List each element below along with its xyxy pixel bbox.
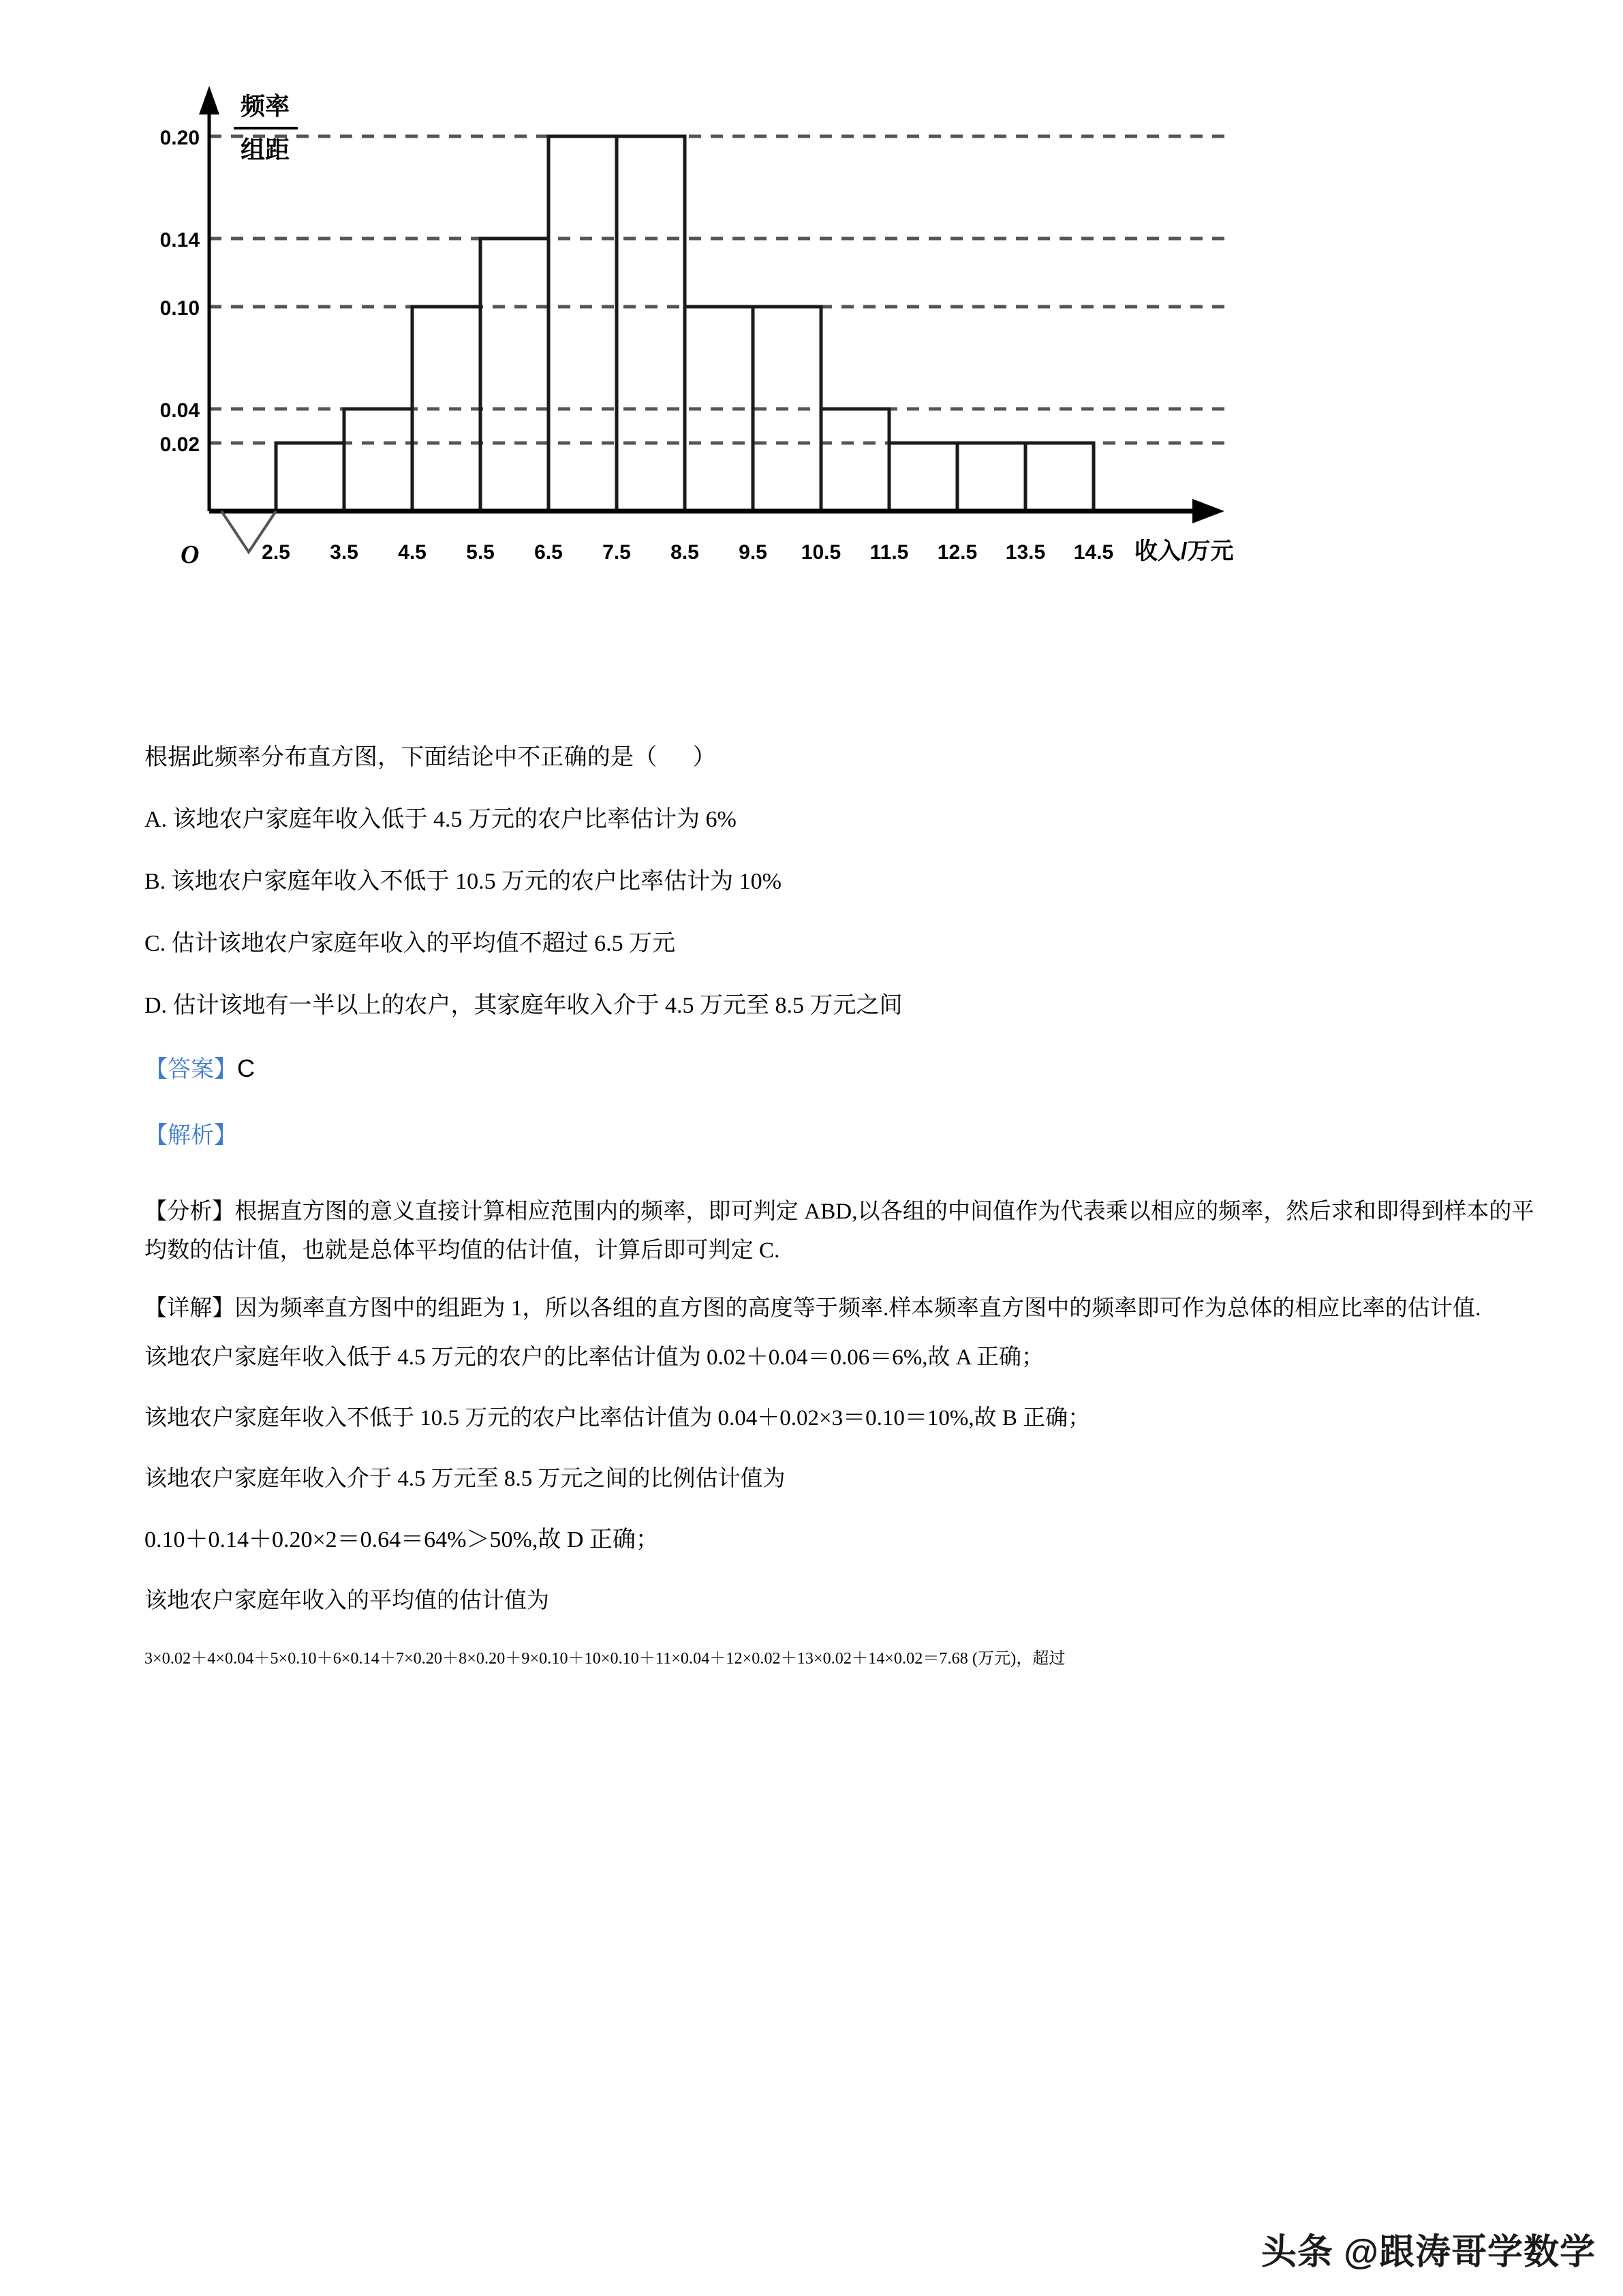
mean-formula: 3×0.02＋4×0.04＋5×0.10＋6×0.14＋7×0.20＋8×0.20＋9×0.10＋10×0.10＋11×0.04＋12×0.02＋13×0.02＋14×0.02＝7.68 (万元)，超过 <box>144 1650 1066 1668</box>
answer-row <box>144 1056 1548 1082</box>
x-tick-labels <box>262 541 1113 564</box>
x-tick-label-2: 4.5 <box>398 541 427 564</box>
option-a[interactable]: A. 该地农户家庭年收入低于 4.5 万元的农户比率估计为 6% <box>144 807 737 832</box>
y-tick-label-0: 0.02 <box>159 433 200 456</box>
question-stem: 根据此频率分布直方图，下面结论中不正确的是（ ） <box>144 745 716 770</box>
x-tick-label-0: 2.5 <box>262 541 290 564</box>
frequency-histogram-figure <box>153 82 1352 647</box>
y-tick-labels <box>160 127 200 456</box>
xiangjie-text: 因为频率直方图中的组距为 1，所以各组的直方图的高度等于频率.样本频率直方图中的频率即可作为总体的相应比率的估计值. <box>234 1296 1481 1321</box>
bar-2.5-3.5 <box>276 443 344 511</box>
option-c[interactable]: C. 估计该地农户家庭年收入的平均值不超过 6.5 万元 <box>144 931 676 956</box>
solution-step-5: 该地农户家庭年收入的平均值的估计值为 <box>144 1589 549 1614</box>
answer-tag: 【答案】 <box>144 1056 237 1082</box>
option-d[interactable]: D. 估计该地有一半以上的农户，其家庭年收入介于 4.5 万元至 8.5 万元之间 <box>144 993 903 1018</box>
fenxi-text: 根据直方图的意义直接计算相应范围内的频率，即可判定 ABD,以各组的中间值作为代表乘以相应的频率，然后求和即得到样本的平均数的估计值，也就是总体平均值的估计值，计算后即可判定 C. <box>144 1199 1534 1263</box>
bar-11.5-12.5 <box>889 443 957 511</box>
solution-step-2: 该地农户家庭年收入不低于 10.5 万元的农户比率估计值为 0.04＋0.02×3＝0.10＝10%,故 B 正确； <box>144 1406 1091 1431</box>
y-axis-arrow-icon <box>199 86 219 114</box>
bar-7.5-8.5 <box>617 136 685 511</box>
analysis-fenxi-paragraph <box>144 1193 1548 1270</box>
gridlines <box>209 136 1230 443</box>
x-tick-label-8: 10.5 <box>801 541 841 564</box>
bar-6.5-7.5 <box>548 136 617 511</box>
x-tick-label-4: 6.5 <box>534 541 563 564</box>
x-tick-label-10: 12.5 <box>937 541 978 564</box>
x-tick-label-9: 11.5 <box>869 541 909 564</box>
x-axis <box>209 499 1224 523</box>
x-tick-label-7: 9.5 <box>739 541 767 564</box>
bar-12.5-13.5 <box>957 443 1025 511</box>
x-tick-label-11: 13.5 <box>1005 541 1046 564</box>
y-axis-label-group <box>234 92 298 164</box>
x-axis-arrow-icon <box>1192 499 1224 523</box>
watermark-text: 头条 @跟涛哥学数学 <box>1261 2233 1596 2272</box>
bar-3.5-4.5 <box>344 409 412 511</box>
y-axis-label-denominator: 组距 <box>241 136 290 164</box>
bar-13.5-14.5 <box>1025 443 1094 511</box>
solution-step-4-formula: 0.10＋0.14＋0.20×2＝0.64＝64%＞50%,故 D 正确； <box>144 1527 659 1553</box>
y-tick-label-1: 0.04 <box>159 399 200 422</box>
x-tick-label-3: 5.5 <box>466 541 495 564</box>
histogram-svg <box>153 82 1352 647</box>
x-tick-label-12: 14.5 <box>1073 541 1114 564</box>
question-document <box>144 746 1548 1694</box>
solution-step-1: 该地农户家庭年收入低于 4.5 万元的农户的比率估计值为 0.02＋0.04＝0.06＝6%,故 A 正确； <box>144 1345 1044 1371</box>
bar-4.5-5.5 <box>412 307 480 511</box>
xiangjie-label: 【详解】 <box>144 1296 235 1321</box>
y-tick-label-2: 0.10 <box>159 297 200 320</box>
x-tick-label-6: 8.5 <box>670 541 699 564</box>
analysis-header-row <box>144 1124 1548 1148</box>
bar-10.5-11.5 <box>821 409 889 511</box>
histogram-bars <box>276 136 1094 511</box>
solution-step-3: 该地农户家庭年收入介于 4.5 万元至 8.5 万元之间的比例估计值为 <box>144 1467 786 1492</box>
answer-value: C <box>237 1054 255 1082</box>
fenxi-label: 【分析】 <box>144 1199 235 1224</box>
option-b[interactable]: B. 该地农户家庭年收入不低于 10.5 万元的农户比率估计为 10% <box>144 869 782 894</box>
analysis-tag: 【解析】 <box>144 1122 237 1148</box>
bar-5.5-6.5 <box>480 239 548 511</box>
y-tick-label-3: 0.14 <box>159 229 200 251</box>
x-axis-title: 收入/万元 <box>1134 538 1234 564</box>
y-axis <box>199 86 219 511</box>
y-axis-label-numerator: 频率 <box>241 92 290 120</box>
x-tick-label-1: 3.5 <box>330 541 358 564</box>
analysis-xiangjie-paragraph <box>144 1289 1548 1328</box>
origin-label: O <box>181 540 200 569</box>
y-tick-label-4: 0.20 <box>159 127 200 149</box>
x-tick-label-5: 7.5 <box>602 541 631 564</box>
